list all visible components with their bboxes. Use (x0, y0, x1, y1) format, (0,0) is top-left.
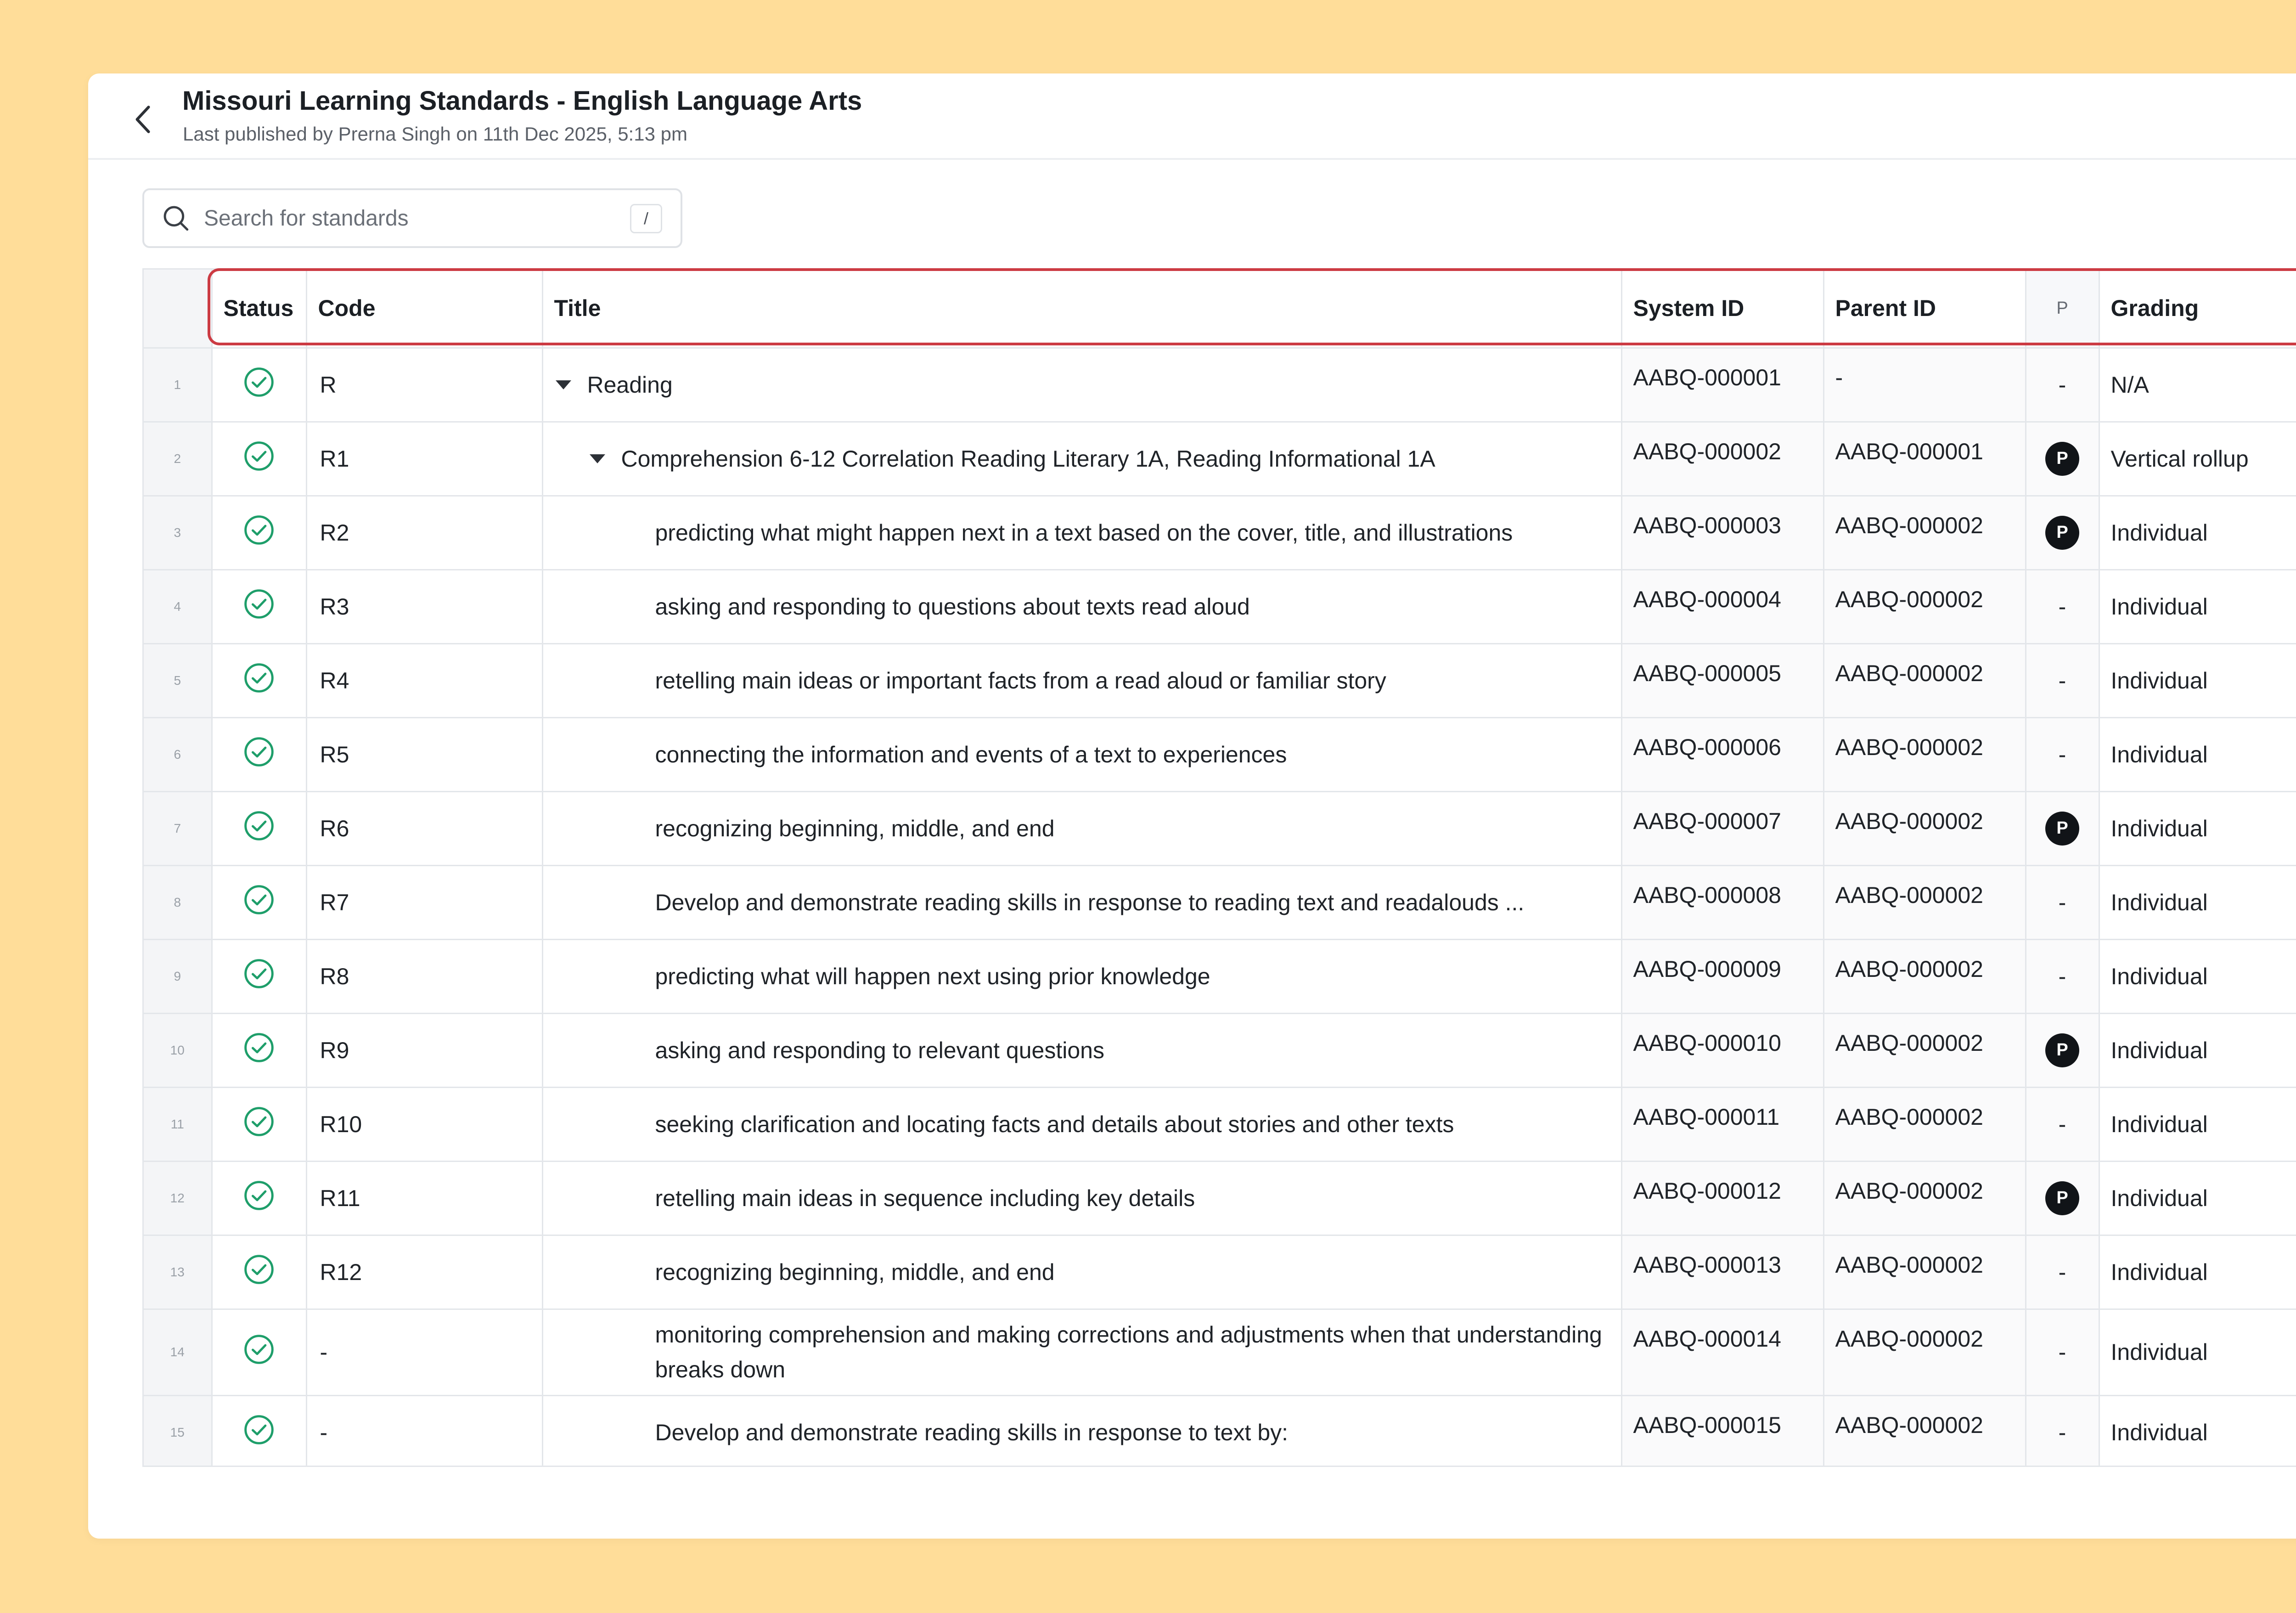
system-id-cell[interactable]: AABQ-000007 (1621, 791, 1823, 865)
p-cell[interactable] (2026, 348, 2099, 422)
check-circle-icon (242, 883, 276, 917)
parent-id-cell[interactable]: AABQ-000002 (1823, 791, 2026, 865)
standards-card (88, 73, 2296, 1539)
row-number: 2 (144, 422, 212, 496)
grading-cell[interactable]: Individual (2099, 717, 2296, 791)
standards-table (142, 268, 2296, 1467)
title-cell[interactable] (542, 939, 1621, 1013)
p-empty: - (2058, 889, 2066, 915)
code-cell[interactable]: R2 (306, 496, 542, 570)
p-badge: P (2045, 442, 2079, 476)
parent-id-cell[interactable]: AABQ-000002 (1823, 1013, 2026, 1087)
system-id-cell[interactable]: AABQ-000009 (1621, 939, 1823, 1013)
grading-cell[interactable]: Individual (2099, 643, 2296, 717)
p-badge: P (2045, 812, 2079, 846)
grading-cell[interactable]: Individual (2099, 1309, 2296, 1395)
page-title: Missouri Learning Standards - English Language Arts (182, 86, 862, 116)
column-header-title[interactable]: Title (542, 270, 1621, 348)
system-id-cell[interactable]: AABQ-000004 (1621, 570, 1823, 643)
title-cell[interactable] (542, 1161, 1621, 1235)
title-cell[interactable] (542, 1013, 1621, 1087)
title-cell[interactable] (542, 1235, 1621, 1309)
column-header-status[interactable]: Status (212, 270, 306, 348)
check-circle-icon (242, 439, 276, 473)
title-cell[interactable] (542, 717, 1621, 791)
check-circle-icon (242, 957, 276, 991)
grading-cell[interactable]: Individual (2099, 1013, 2296, 1087)
search-box (142, 188, 682, 248)
title-text: connecting the information and events of a text to experiences (655, 741, 1287, 767)
code-cell[interactable]: - (306, 1309, 542, 1395)
title-text: recognizing beginning, middle, and end (655, 815, 1055, 841)
p-cell[interactable] (2026, 717, 2099, 791)
code-cell[interactable]: R4 (306, 643, 542, 717)
code-cell[interactable]: R11 (306, 1161, 542, 1235)
table-row[interactable] (144, 717, 2296, 791)
check-circle-icon (242, 365, 276, 399)
title-text: Develop and demonstrate reading skills in response to reading text and readalouds ... (655, 889, 1525, 915)
row-number: 10 (144, 1013, 212, 1087)
parent-id-cell[interactable]: AABQ-000002 (1823, 1235, 2026, 1309)
status-cell (212, 643, 306, 717)
grading-cell[interactable]: Individual (2099, 939, 2296, 1013)
caret-down-icon[interactable] (554, 380, 573, 390)
table-row[interactable] (144, 570, 2296, 643)
p-cell[interactable] (2026, 1309, 2099, 1395)
title-text: asking and responding to questions about texts read aloud (655, 593, 1250, 620)
code-cell[interactable]: R10 (306, 1087, 542, 1161)
system-id-cell[interactable]: AABQ-000005 (1621, 643, 1823, 717)
column-header-code[interactable]: Code (306, 270, 542, 348)
check-circle-icon (242, 735, 276, 769)
parent-id-cell[interactable]: - (1823, 348, 2026, 422)
code-cell[interactable]: R (306, 348, 542, 422)
grading-cell[interactable]: Individual (2099, 496, 2296, 570)
search-input[interactable] (203, 205, 609, 231)
code-cell[interactable]: - (306, 1395, 542, 1467)
table-row[interactable] (144, 348, 2296, 422)
p-cell[interactable] (2026, 939, 2099, 1013)
check-circle-icon (242, 1031, 276, 1065)
status-cell (212, 1309, 306, 1395)
column-header-p[interactable]: P (2026, 270, 2099, 348)
row-number: 3 (144, 496, 212, 570)
system-id-cell[interactable]: AABQ-000002 (1621, 422, 1823, 496)
grading-cell[interactable]: Individual (2099, 1235, 2296, 1309)
code-cell[interactable]: R3 (306, 570, 542, 643)
table-row[interactable] (144, 496, 2296, 570)
status-cell (212, 422, 306, 496)
row-number: 7 (144, 791, 212, 865)
parent-id-cell[interactable]: AABQ-000002 (1823, 1309, 2026, 1395)
grading-cell[interactable]: Individual (2099, 865, 2296, 939)
back-button[interactable] (120, 96, 166, 142)
code-cell[interactable]: R7 (306, 865, 542, 939)
p-cell[interactable] (2026, 791, 2099, 865)
title-cell[interactable] (542, 1087, 1621, 1161)
row-number: 1 (144, 348, 212, 422)
page-header (88, 73, 2296, 160)
status-cell (212, 1235, 306, 1309)
p-empty: - (2058, 741, 2066, 767)
search-shortcut-key: / (630, 204, 662, 233)
p-empty: - (2058, 963, 2066, 989)
check-circle-icon (242, 809, 276, 843)
row-number: 6 (144, 717, 212, 791)
system-id-cell[interactable]: AABQ-000001 (1621, 348, 1823, 422)
p-cell[interactable] (2026, 1161, 2099, 1235)
parent-id-cell[interactable]: AABQ-000002 (1823, 717, 2026, 791)
grading-cell[interactable]: Individual (2099, 1395, 2296, 1467)
code-cell[interactable]: R5 (306, 717, 542, 791)
title-cell[interactable] (542, 570, 1621, 643)
p-cell[interactable] (2026, 1013, 2099, 1087)
check-circle-icon (242, 1332, 276, 1366)
title-text: monitoring comprehension and making corrections and adjustments when that understanding breaks down (655, 1322, 1602, 1382)
p-empty: - (2058, 593, 2066, 620)
p-cell[interactable] (2026, 422, 2099, 496)
title-text: predicting what will happen next using prior knowledge (655, 963, 1210, 989)
table-row[interactable] (144, 1161, 2296, 1235)
title-text: retelling main ideas in sequence including key details (655, 1185, 1195, 1211)
p-cell[interactable] (2026, 1087, 2099, 1161)
p-cell[interactable] (2026, 1235, 2099, 1309)
p-empty: - (2058, 1259, 2066, 1285)
title-cell[interactable] (542, 496, 1621, 570)
check-circle-icon (242, 661, 276, 695)
caret-down-icon[interactable] (588, 454, 607, 464)
system-id-cell[interactable]: AABQ-000015 (1621, 1395, 1823, 1467)
row-number: 13 (144, 1235, 212, 1309)
code-cell[interactable]: R1 (306, 422, 542, 496)
row-number: 14 (144, 1309, 212, 1395)
row-number: 5 (144, 643, 212, 717)
row-number-header (144, 270, 212, 348)
parent-id-cell[interactable]: AABQ-000002 (1823, 1395, 2026, 1467)
check-circle-icon (242, 1179, 276, 1213)
system-id-cell[interactable]: AABQ-000013 (1621, 1235, 1823, 1309)
grading-cell[interactable]: Individual (2099, 791, 2296, 865)
title-text: predicting what might happen next in a text based on the cover, title, and illustrations (655, 519, 1513, 546)
check-circle-icon (242, 1413, 276, 1447)
row-number: 8 (144, 865, 212, 939)
p-empty: - (2058, 667, 2066, 694)
check-circle-icon (242, 513, 276, 547)
row-number: 11 (144, 1087, 212, 1161)
table-row[interactable] (144, 1013, 2296, 1087)
title-cell[interactable] (542, 1395, 1621, 1467)
p-badge: P (2045, 516, 2079, 550)
p-cell[interactable] (2026, 865, 2099, 939)
table-row[interactable] (144, 791, 2296, 865)
check-circle-icon (242, 1252, 276, 1286)
p-badge: P (2045, 1181, 2079, 1215)
system-id-cell[interactable]: AABQ-000008 (1621, 865, 1823, 939)
status-cell (212, 348, 306, 422)
p-badge: P (2045, 1033, 2079, 1067)
title-text: recognizing beginning, middle, and end (655, 1259, 1055, 1285)
system-id-cell[interactable]: AABQ-000010 (1621, 1013, 1823, 1087)
p-cell[interactable] (2026, 570, 2099, 643)
title-cell[interactable] (542, 643, 1621, 717)
p-empty: - (2058, 372, 2066, 398)
parent-id-cell[interactable]: AABQ-000001 (1823, 422, 2026, 496)
parent-id-cell[interactable]: AABQ-000002 (1823, 570, 2026, 643)
status-cell (212, 1395, 306, 1467)
code-cell[interactable]: R9 (306, 1013, 542, 1087)
system-id-cell[interactable]: AABQ-000012 (1621, 1161, 1823, 1235)
title-cell[interactable] (542, 791, 1621, 865)
p-cell[interactable] (2026, 643, 2099, 717)
row-number: 15 (144, 1395, 212, 1467)
table-row[interactable] (144, 1395, 2296, 1467)
row-number: 9 (144, 939, 212, 1013)
parent-id-cell[interactable]: AABQ-000002 (1823, 643, 2026, 717)
table-header-row (144, 270, 2296, 348)
title-text: asking and responding to relevant questions (655, 1037, 1104, 1063)
p-empty: - (2058, 1419, 2066, 1445)
grading-cell[interactable]: Individual (2099, 570, 2296, 643)
status-cell (212, 865, 306, 939)
code-cell[interactable]: R12 (306, 1235, 542, 1309)
code-cell[interactable]: R8 (306, 939, 542, 1013)
status-cell (212, 939, 306, 1013)
table-row[interactable] (144, 422, 2296, 496)
table-body (144, 348, 2296, 1467)
column-header-grading[interactable]: Grading (2099, 270, 2296, 348)
parent-id-cell[interactable]: AABQ-000002 (1823, 496, 2026, 570)
system-id-cell[interactable]: AABQ-000006 (1621, 717, 1823, 791)
p-empty: - (2058, 1111, 2066, 1137)
search-icon (161, 202, 194, 235)
grading-cell[interactable]: Individual (2099, 1161, 2296, 1235)
title-text: Develop and demonstrate reading skills in response to text by: (655, 1419, 1289, 1445)
grading-cell[interactable]: Vertical rollup (2099, 422, 2296, 496)
grading-cell[interactable]: Individual (2099, 1087, 2296, 1161)
page-subtitle: Last published by Prerna Singh on 11th Dec 2025, 5:13 pm (183, 123, 687, 145)
p-empty: - (2058, 1339, 2066, 1365)
row-number: 4 (144, 570, 212, 643)
p-cell[interactable] (2026, 1395, 2099, 1467)
status-cell (212, 1087, 306, 1161)
system-id-cell[interactable]: AABQ-000014 (1621, 1309, 1823, 1395)
row-number: 12 (144, 1161, 212, 1235)
table-row[interactable] (144, 865, 2296, 939)
title-text: seeking clarification and locating facts and details about stories and other texts (655, 1111, 1454, 1137)
check-circle-icon (242, 1105, 276, 1139)
table-row[interactable] (144, 1235, 2296, 1309)
status-cell (212, 717, 306, 791)
table-row[interactable] (144, 1087, 2296, 1161)
status-cell (212, 496, 306, 570)
check-circle-icon (242, 587, 276, 621)
column-header-system-id[interactable]: System ID (1621, 270, 1823, 348)
column-header-parent-id[interactable]: Parent ID (1823, 270, 2026, 348)
chevron-left-icon (133, 104, 154, 135)
status-cell (212, 791, 306, 865)
p-cell[interactable] (2026, 496, 2099, 570)
title-text: retelling main ideas or important facts from a read aloud or familiar story (655, 667, 1386, 694)
code-cell[interactable]: R6 (306, 791, 542, 865)
table-row[interactable] (144, 643, 2296, 717)
title-cell[interactable] (542, 1309, 1621, 1395)
status-cell (212, 570, 306, 643)
status-cell (212, 1161, 306, 1235)
parent-id-cell[interactable]: AABQ-000002 (1823, 865, 2026, 939)
parent-id-cell[interactable]: AABQ-000002 (1823, 1087, 2026, 1161)
status-cell (212, 1013, 306, 1087)
title-text: Reading (587, 372, 673, 398)
title-cell[interactable] (542, 422, 1621, 496)
grading-cell[interactable]: N/A (2099, 348, 2296, 422)
title-cell[interactable] (542, 865, 1621, 939)
title-text: Comprehension 6-12 Correlation Reading Literary 1A, Reading Informational 1A (621, 446, 1435, 472)
title-cell[interactable] (542, 348, 1621, 422)
table-row[interactable] (144, 1309, 2296, 1395)
parent-id-cell[interactable]: AABQ-000002 (1823, 939, 2026, 1013)
table-row[interactable] (144, 939, 2296, 1013)
system-id-cell[interactable]: AABQ-000011 (1621, 1087, 1823, 1161)
parent-id-cell[interactable]: AABQ-000002 (1823, 1161, 2026, 1235)
system-id-cell[interactable]: AABQ-000003 (1621, 496, 1823, 570)
